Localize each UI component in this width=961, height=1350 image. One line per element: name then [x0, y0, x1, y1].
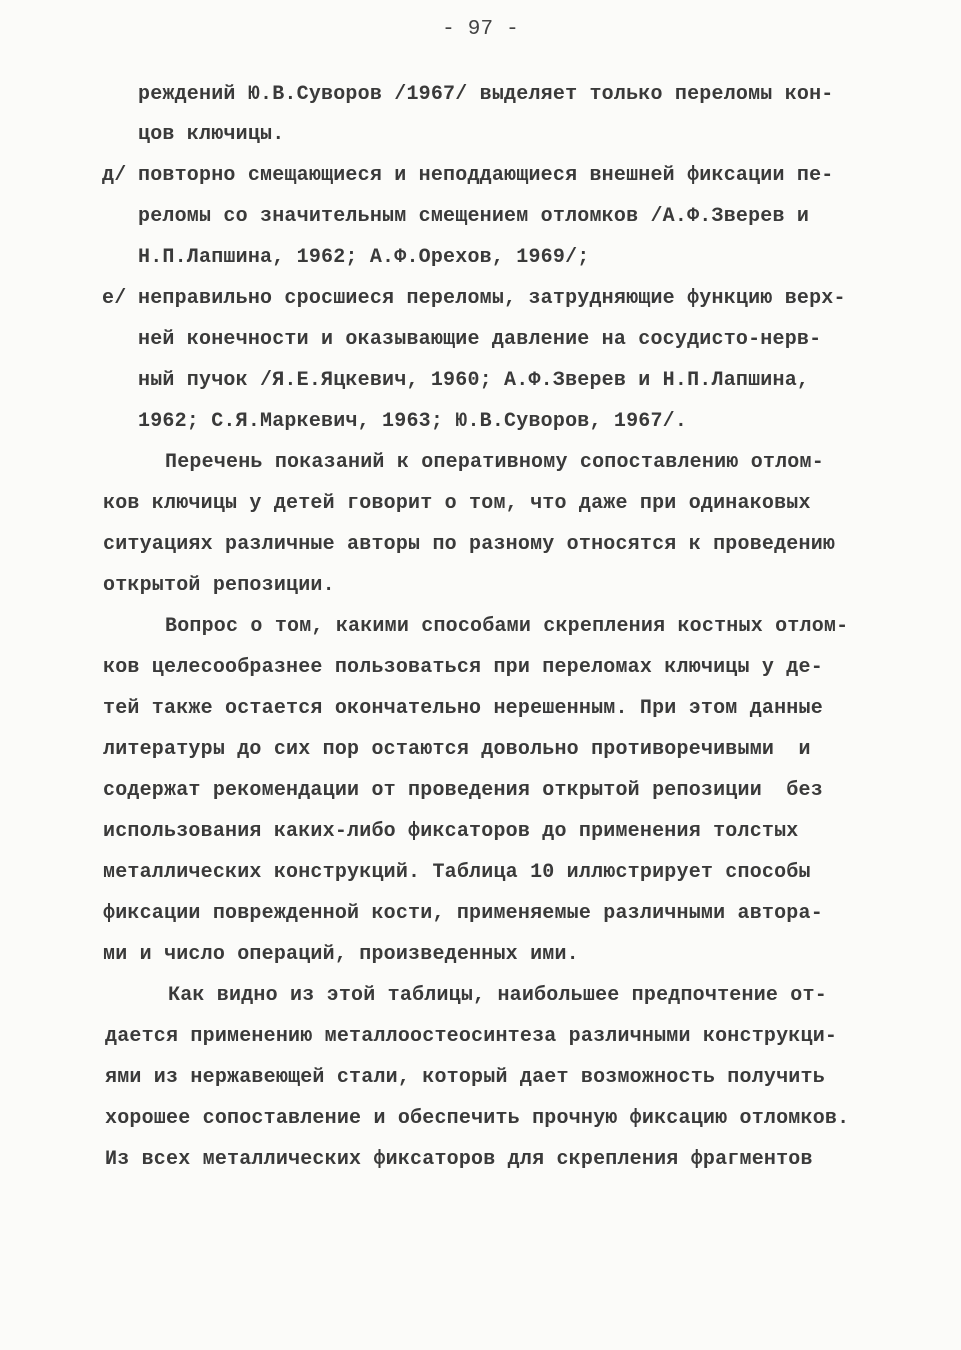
paragraph-first-line: Перечень показаний к оперативному сопоставлению отлом-: [165, 451, 824, 474]
text-line: ситуациях различные авторы по разному относятся к проведению: [103, 533, 836, 556]
list-marker: д/: [102, 164, 127, 187]
paragraph-first-line: Вопрос о том, какими способами скрепления костных отлом-: [165, 615, 849, 638]
text-line: дается применению металлоостеосинтеза различными конструкци-: [105, 1025, 838, 1048]
text-line: ней конечности и оказывающие давление на сосудисто-нерв-: [138, 328, 822, 351]
text-line: Н.П.Лапшина, 1962; А.Ф.Орехов, 1969/;: [138, 246, 590, 269]
text-line: фиксации поврежденной кости, применяемые различными автора-: [103, 902, 823, 925]
text-line: металлических конструкций. Таблица 10 иллюстрирует способы: [103, 861, 811, 884]
text-line: реждений Ю.В.Суворов /1967/ выделяет только переломы кон-: [138, 83, 834, 106]
text-line: ми и число операций, произведенных ими.: [103, 943, 579, 966]
text-line: использования каких-либо фиксаторов до применения толстых: [103, 820, 799, 843]
text-line: неправильно сросшиеся переломы, затрудняющие функцию верх-: [138, 287, 846, 310]
text-line: открытой репозиции.: [103, 574, 335, 597]
text-line: 1962; С.Я.Маркевич, 1963; Ю.В.Суворов, 1967/.: [138, 410, 688, 433]
text-line: ков целесообразнее пользоваться при переломах ключицы у де-: [103, 656, 823, 679]
text-line: цов ключицы.: [138, 123, 285, 146]
page-number: - 97 -: [442, 18, 519, 41]
text-line: ков ключицы у детей говорит о том, что даже при одинаковых: [103, 492, 811, 515]
text-line: Из всех металлических фиксаторов для скрепления фрагментов: [105, 1148, 813, 1171]
text-line: ный пучок /Я.Е.Яцкевич, 1960; А.Ф.Зверев и Н.П.Лапшина,: [138, 369, 810, 392]
text-line: литературы до сих пор остаются довольно противоречивыми и: [103, 738, 811, 761]
text-line: ями из нержавеющей стали, который дает возможность получить: [105, 1066, 825, 1089]
text-line: содержат рекомендации от проведения открытой репозиции без: [103, 779, 823, 802]
paragraph-first-line: Как видно из этой таблицы, наибольшее предпочтение от-: [168, 984, 827, 1007]
text-line: повторно смещающиеся и неподдающиеся внешней фиксации пе-: [138, 164, 834, 187]
text-line: реломы со значительным смещением отломков /А.Ф.Зверев и: [138, 205, 810, 228]
text-line: хорошее сопоставление и обеспечить прочную фиксацию отломков.: [105, 1107, 850, 1130]
list-marker: е/: [102, 287, 127, 310]
text-line: тей также остается окончательно нерешенным. При этом данные: [103, 697, 823, 720]
